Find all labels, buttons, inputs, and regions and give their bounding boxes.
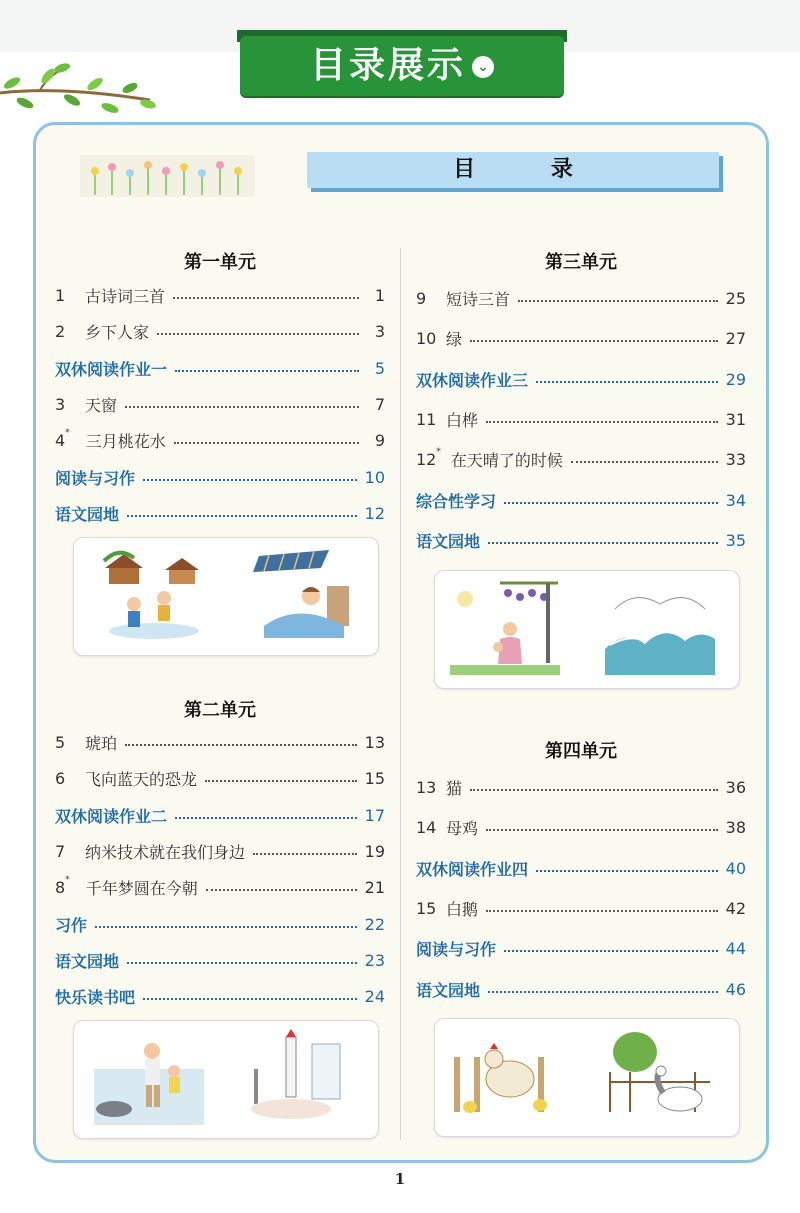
toc-entry[interactable]	[55, 875, 385, 899]
dot-leader	[486, 829, 718, 831]
unit-title: 第一单元	[184, 252, 256, 273]
toc-entry-title: 阅读与习作	[416, 939, 497, 959]
toc-entry-number: 5	[55, 732, 66, 752]
toc-entry-number: 15	[416, 898, 437, 918]
banner-title: 目录展示	[309, 45, 466, 86]
dot-leader	[488, 991, 718, 993]
toc-entry-title: 语文园地	[416, 980, 481, 1000]
toc-entry-title: 双休阅读作业四	[416, 859, 529, 879]
toc-special-entry[interactable]	[416, 488, 746, 512]
toc-entry-title: 快乐读书吧	[55, 987, 136, 1007]
toc-entry-title: 短诗三首	[446, 289, 511, 309]
toc-entry-page: 7	[374, 394, 385, 414]
branch-decoration	[0, 48, 160, 128]
toc-entry-number: 9	[416, 288, 427, 308]
toc-entry[interactable]	[55, 730, 385, 754]
dot-leader	[504, 502, 718, 504]
toc-entry[interactable]	[416, 326, 746, 350]
toc-entry-page: 24	[364, 986, 385, 1006]
dot-leader	[95, 926, 357, 928]
dot-leader	[486, 421, 718, 423]
unit4-illustration	[434, 1018, 740, 1137]
toc-entry-page: 17	[364, 805, 385, 825]
unit2-illustration	[73, 1020, 379, 1139]
toc-special-entry[interactable]	[416, 528, 746, 552]
dot-leader	[470, 789, 718, 791]
toc-entry[interactable]	[416, 815, 746, 839]
toc-entry-page: 22	[364, 914, 385, 934]
unit-title: 第三单元	[545, 252, 617, 273]
toc-entry[interactable]	[55, 428, 385, 452]
toc-entry-page: 46	[725, 979, 746, 999]
dot-leader	[125, 406, 359, 408]
toc-entry-number: 13	[416, 777, 437, 797]
toc-entry-title: 白桦	[446, 410, 479, 430]
toc-entry[interactable]	[416, 447, 746, 471]
toc-entry-title: 乡下人家	[85, 322, 150, 342]
toc-entry-page: 21	[364, 877, 385, 897]
unit3-illustration	[434, 570, 740, 689]
banner	[240, 36, 564, 96]
toc-entry-title: 千年梦圆在今朝	[85, 878, 198, 898]
toc-entry-page: 9	[374, 430, 385, 450]
unit1-illustration	[73, 537, 379, 656]
toc-entry-title: 猫	[446, 778, 463, 798]
dot-leader	[173, 297, 359, 299]
chevron-down-icon: ⌄	[472, 56, 494, 78]
dot-leader	[205, 780, 357, 782]
toc-special-entry[interactable]	[416, 367, 746, 391]
toc-entry-title: 语文园地	[55, 504, 120, 524]
toc-entry-number: 6	[55, 768, 66, 788]
toc-special-entry[interactable]	[55, 356, 385, 380]
dot-leader	[175, 370, 359, 372]
optional-lesson-mark: *	[65, 875, 70, 885]
optional-lesson-mark: *	[65, 428, 70, 438]
toc-entry[interactable]	[55, 766, 385, 790]
toc-entry-title: 语文园地	[416, 531, 481, 551]
toc-special-entry[interactable]	[416, 936, 746, 960]
white-goose-illustration	[605, 1027, 715, 1123]
toc-special-entry[interactable]	[55, 465, 385, 489]
toc-entry-page: 5	[374, 358, 385, 378]
toc-entry-page: 10	[364, 467, 385, 487]
dot-leader	[127, 515, 357, 517]
mother-child-wisteria-illustration	[450, 579, 560, 675]
toc-entry-number: 1	[55, 285, 66, 305]
dot-leader	[536, 870, 718, 872]
toc-entry-title: 飞向蓝天的恐龙	[85, 769, 198, 789]
unit-title: 第二单元	[184, 700, 256, 721]
toc-entry-page: 40	[725, 858, 746, 878]
toc-entry-title: 双休阅读作业一	[55, 359, 168, 379]
toc-entry[interactable]	[416, 407, 746, 431]
dot-leader	[470, 340, 718, 342]
dot-leader	[206, 889, 357, 891]
toc-entry-title: 母鸡	[446, 818, 479, 838]
dot-leader	[143, 998, 357, 1000]
toc-special-entry[interactable]	[55, 984, 385, 1008]
toc-entry-title: 三月桃花水	[85, 431, 166, 451]
toc-entry-title: 在天晴了的时候	[450, 450, 563, 470]
dot-leader	[518, 300, 718, 302]
toc-entry[interactable]	[416, 896, 746, 920]
toc-entry-page: 23	[364, 950, 385, 970]
toc-entry-title: 双休阅读作业二	[55, 806, 168, 826]
page-number: 1	[394, 1170, 406, 1188]
toc-entry-page: 1	[374, 285, 385, 305]
toc-entry-page: 27	[725, 328, 746, 348]
unit-title: 第四单元	[545, 741, 617, 762]
dot-leader	[143, 479, 357, 481]
toc-entry-title: 习作	[55, 915, 88, 935]
toc-entry-page: 31	[725, 409, 746, 429]
toc-entry-page: 44	[725, 938, 746, 958]
optional-lesson-mark: *	[436, 447, 441, 457]
toc-entry-number: 12	[416, 449, 437, 469]
toc-entry-title: 语文园地	[55, 951, 120, 971]
toc-entry-page: 3	[374, 321, 385, 341]
toc-special-entry[interactable]	[416, 977, 746, 1001]
rocket-launch-illustration	[244, 1029, 354, 1125]
toc-entry-page: 36	[725, 777, 746, 797]
toc-entry[interactable]	[55, 319, 385, 343]
sea-waves-illustration	[605, 579, 715, 675]
toc-entry-page: 38	[725, 817, 746, 837]
toc-entry[interactable]	[416, 775, 746, 799]
dot-leader	[175, 817, 357, 819]
toc-entry[interactable]	[55, 283, 385, 307]
toc-entry-title: 天窗	[85, 395, 118, 415]
toc-entry-page: 35	[725, 530, 746, 550]
dot-leader	[486, 910, 718, 912]
dot-leader	[157, 333, 359, 335]
toc-special-entry[interactable]	[55, 948, 385, 972]
dot-leader	[504, 950, 718, 952]
toc-entry-title: 白鹅	[446, 899, 479, 919]
toc-entry-number: 3	[55, 394, 66, 414]
hen-chicks-illustration	[450, 1027, 560, 1123]
toc-entry-page: 34	[725, 490, 746, 510]
dot-leader	[174, 442, 359, 444]
dot-leader	[125, 744, 357, 746]
toc-entry[interactable]	[416, 286, 746, 310]
toc-special-entry[interactable]	[55, 501, 385, 525]
toc-entry-page: 12	[364, 503, 385, 523]
toc-entry-page: 29	[725, 369, 746, 389]
toc-entry-page: 33	[725, 449, 746, 469]
dot-leader	[571, 461, 718, 463]
toc-entry-page: 19	[364, 841, 385, 861]
toc-title-bar	[307, 152, 719, 188]
toc-title: 目 录	[453, 157, 607, 182]
toc-entry-page: 25	[725, 288, 746, 308]
toc-entry[interactable]	[55, 839, 385, 863]
toc-entry-number: 7	[55, 841, 66, 861]
toc-entry-title: 绿	[446, 329, 463, 349]
flowers-decoration	[80, 155, 255, 197]
toc-entry-page: 15	[364, 768, 385, 788]
toc-entry-title: 综合性学习	[416, 491, 497, 511]
children-in-rain-illustration	[99, 546, 209, 642]
toc-special-entry[interactable]	[55, 803, 385, 827]
toc-entry-page: 13	[364, 732, 385, 752]
toc-entry-title: 纳米技术就在我们身边	[85, 842, 246, 862]
toc-entry-number: 10	[416, 328, 437, 348]
toc-entry-number: 8	[55, 877, 66, 897]
toc-entry-number: 11	[416, 409, 437, 429]
toc-entry-title: 古诗词三首	[85, 286, 166, 306]
dot-leader	[127, 962, 357, 964]
dot-leader	[488, 542, 718, 544]
beach-father-son-illustration	[94, 1029, 204, 1125]
boy-in-bed-illustration	[249, 546, 359, 642]
toc-entry-title: 琥珀	[85, 733, 118, 753]
dot-leader	[536, 381, 718, 383]
dot-leader	[253, 853, 357, 855]
toc-special-entry[interactable]	[416, 856, 746, 880]
toc-entry-number: 2	[55, 321, 66, 341]
toc-entry[interactable]	[55, 392, 385, 416]
toc-entry-number: 4	[55, 430, 66, 450]
toc-entry-title: 阅读与习作	[55, 468, 136, 488]
toc-special-entry[interactable]	[55, 912, 385, 936]
toc-entry-number: 14	[416, 817, 437, 837]
column-divider	[400, 248, 401, 1140]
toc-entry-page: 42	[725, 898, 746, 918]
toc-entry-title: 双休阅读作业三	[416, 370, 529, 390]
